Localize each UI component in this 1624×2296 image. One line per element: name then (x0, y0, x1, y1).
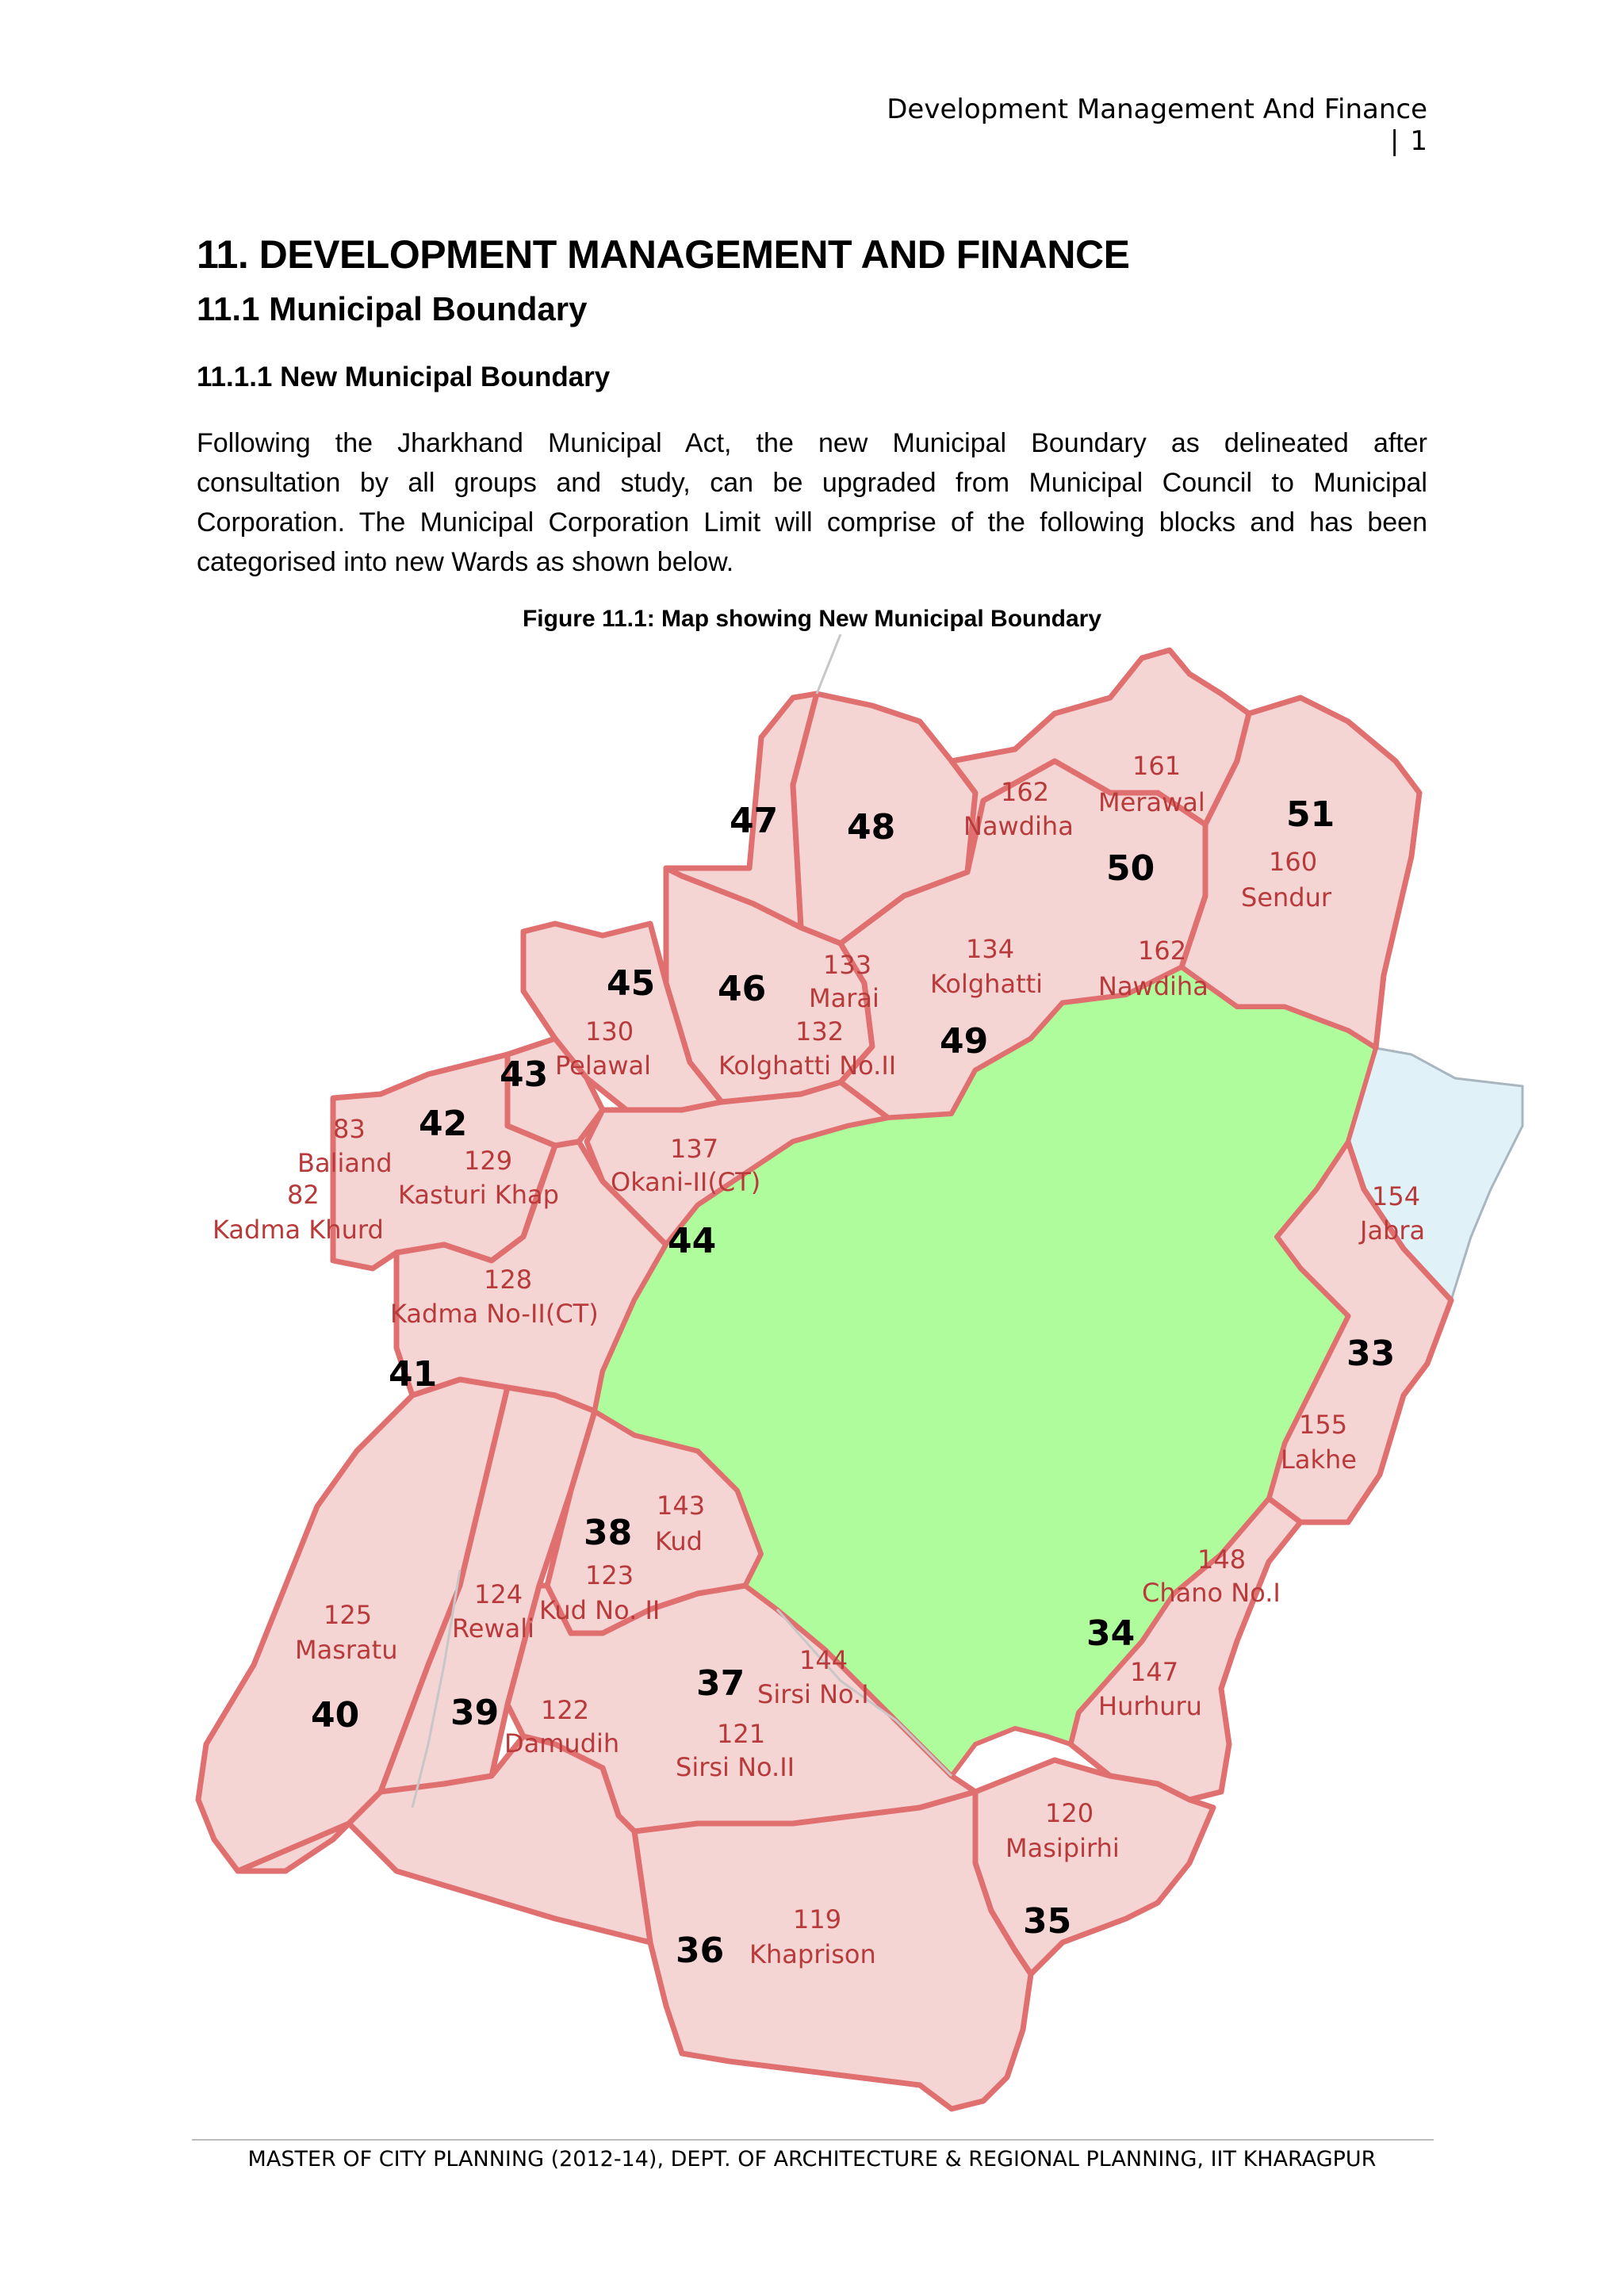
ward-number: 37 (696, 1663, 745, 1704)
area-name: Sirsi No.II (676, 1752, 795, 1782)
ward-number: 41 (389, 1354, 438, 1395)
area-name: Kud No. II (539, 1595, 661, 1625)
area-name: Kolghatti No.II (718, 1050, 897, 1081)
paragraph-line: Corporation. The Municipal Corporation Limit will comprise of the following blocks and has been (197, 507, 1427, 538)
area-code: 129 (464, 1146, 513, 1176)
area-code: 123 (585, 1560, 634, 1590)
ward-number: 36 (676, 1931, 725, 1971)
area-name: Chano No.I (1142, 1578, 1281, 1608)
area-name: Kadma No-II(CT) (390, 1299, 599, 1329)
paragraph-line: categorised into new Wards as shown below. (197, 547, 734, 577)
area-code: 122 (541, 1695, 590, 1725)
section-heading: 11.1 Municipal Boundary (197, 290, 588, 327)
area-name: Kasturi Khap (398, 1180, 559, 1210)
ward-number: 42 (419, 1104, 468, 1144)
ward-number: 47 (730, 801, 779, 841)
road-line (817, 634, 841, 694)
area-code: 162 (1138, 936, 1187, 966)
area-code: 82 (287, 1180, 320, 1210)
ward-number: 48 (847, 807, 896, 848)
ward-number: 39 (450, 1693, 500, 1733)
header-separator: | (1389, 125, 1400, 157)
ward-number: 43 (500, 1054, 549, 1095)
area-code: 125 (324, 1600, 373, 1630)
area-code: 132 (795, 1016, 845, 1047)
area-code: 137 (670, 1134, 719, 1164)
area-code: 119 (793, 1904, 842, 1934)
area-name: Nawdiha (963, 811, 1074, 841)
area-name: Sirsi No.I (757, 1679, 869, 1709)
area-name: Okani-II(CT) (611, 1167, 761, 1197)
area-name: Lakhe (1281, 1445, 1357, 1475)
figure-caption: Figure 11.1: Map showing New Municipal Boundary (522, 606, 1102, 632)
header-title: Development Management And Finance (887, 94, 1427, 125)
area-name: Kud (655, 1526, 703, 1556)
area-code: 161 (1132, 751, 1182, 781)
paragraph-line: Following the Jharkhand Municipal Act, the new Municipal Boundary as delineated after (197, 428, 1427, 458)
ward-number: 33 (1346, 1334, 1396, 1374)
area-name: Hurhuru (1098, 1691, 1202, 1721)
ward-number: 46 (718, 969, 767, 1009)
ward-number: 35 (1023, 1901, 1072, 1942)
ward-number: 50 (1106, 848, 1155, 889)
area-code: 134 (966, 934, 1015, 964)
area-name: Jabra (1360, 1215, 1426, 1246)
ward-number: 34 (1086, 1613, 1136, 1654)
page-header (856, 94, 1427, 157)
area-code: 154 (1372, 1181, 1421, 1211)
ward-number: 44 (668, 1221, 717, 1261)
area-name: Merawal (1098, 787, 1205, 817)
area-name: Baliand (297, 1148, 393, 1178)
paragraph-line: consultation by all groups and study, can be upgraded from Municipal Council to Municipal (197, 468, 1427, 498)
ward-number: 40 (311, 1695, 360, 1735)
ward-number: 49 (940, 1021, 989, 1062)
area-code: 155 (1299, 1410, 1348, 1440)
area-code: 144 (799, 1645, 848, 1675)
body-paragraph (197, 423, 1427, 582)
ward-number: 38 (584, 1513, 633, 1553)
area-name: Masipirhi (1005, 1833, 1120, 1863)
area-name: Sendur (1241, 882, 1332, 913)
area-name: Pelawal (555, 1050, 652, 1081)
municipal-boundary-map (190, 634, 1538, 2133)
area-name: Rewali (452, 1613, 535, 1644)
page-footer: MASTER OF CITY PLANNING (2012-14), DEPT. OF ARCHITECTURE & REGIONAL PLANNING, IIT KHARAGPUR (247, 2147, 1377, 2172)
area-name: Khaprison (749, 1939, 876, 1969)
area-code: 130 (585, 1016, 634, 1047)
area-name: Masratu (295, 1635, 398, 1665)
page-number: 1 (1410, 125, 1427, 157)
area-code: 160 (1269, 847, 1318, 877)
map-svg (190, 634, 1538, 2133)
ward-number: 51 (1286, 794, 1335, 835)
area-code: 143 (657, 1490, 706, 1521)
area-name: Nawdiha (1098, 971, 1208, 1001)
area-code: 162 (1001, 777, 1050, 807)
area-name: Kadma Khurd (213, 1215, 384, 1245)
footer-divider (192, 2139, 1434, 2141)
area-code: 133 (823, 950, 872, 980)
area-code: 128 (484, 1265, 533, 1295)
chapter-heading: 11. DEVELOPMENT MANAGEMENT AND FINANCE (197, 232, 1130, 277)
area-name: Damudih (504, 1728, 620, 1758)
area-code: 148 (1197, 1544, 1247, 1575)
subsection-heading: 11.1.1 New Municipal Boundary (197, 362, 611, 392)
ward-number: 45 (607, 963, 656, 1004)
area-code: 124 (474, 1579, 523, 1609)
area-code: 83 (333, 1114, 366, 1144)
area-name: Kolghatti (930, 969, 1044, 999)
area-code: 147 (1130, 1657, 1179, 1687)
area-code: 121 (717, 1719, 766, 1749)
area-code: 120 (1045, 1798, 1094, 1828)
area-name: Marai (809, 983, 879, 1013)
